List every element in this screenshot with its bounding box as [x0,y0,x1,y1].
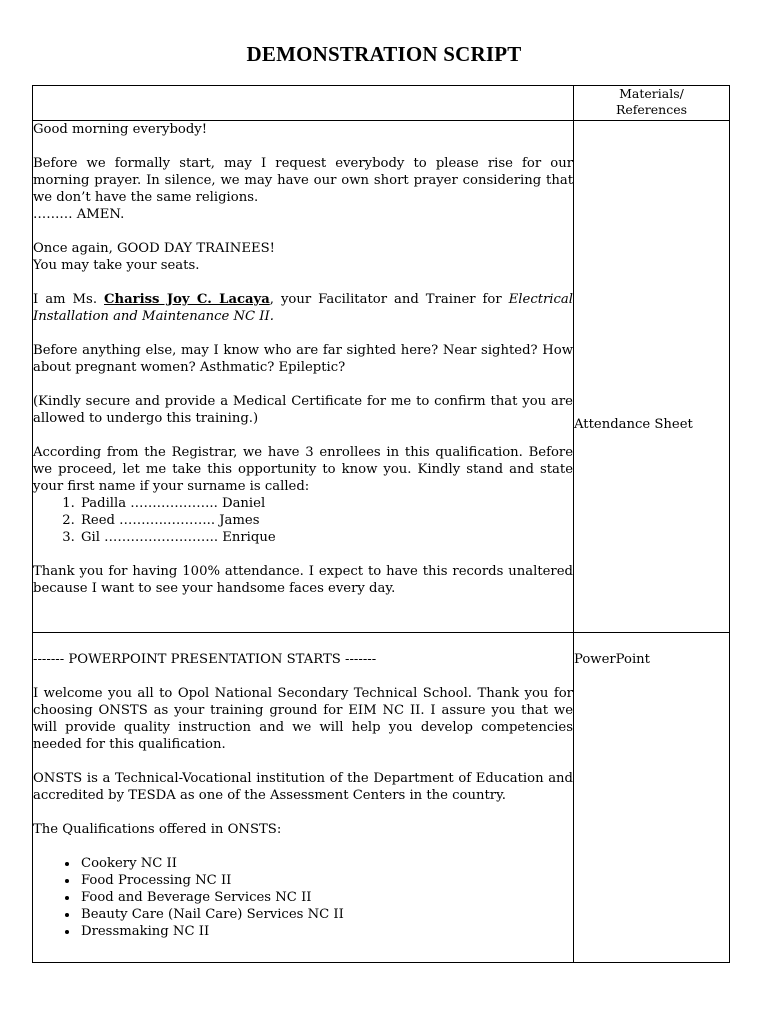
header-main-cell [33,86,574,121]
script-cell-presentation [33,633,574,963]
intro-end: . [269,309,274,324]
qualifications-list [33,855,573,940]
header-side-label: Materials/ References [615,86,688,117]
script-row-presentation [33,633,730,963]
document-title: DEMONSTRATION SCRIPT [246,42,522,66]
list-item: • Dressmaking NC II [79,923,573,940]
intro-suffix: , your Facilitator and Trainer for [269,292,509,307]
registrar-paragraph [33,444,573,495]
greeting-text: Good morning everybody! [33,122,208,137]
table-header-row [33,86,730,121]
script-cell-opening [33,121,574,633]
list-item: 3. Gil …………………….. Enrique [79,529,573,546]
qualification-name: Electrical Installation and Maintenance NC II [33,292,573,324]
closing-text: Thank you for having 100% attendance. I expect to have this records unaltered because I want to see your handsome faces every day. [33,564,573,596]
reference-cell-opening [574,121,730,633]
list-item: • Food Processing NC II [79,872,573,889]
prayer-text: Before we formally start, may I request everybody to please rise for our morning prayer. In silence, we may have our own short prayer considering that we don’t have the same religions. [33,156,573,205]
good-day-text: Once again, GOOD DAY TRAINEES! [33,241,275,256]
list-item: 2. Reed ………..……….. James [79,512,573,529]
powerpoint-reference: PowerPoint [574,652,650,667]
medical-note-text: (Kindly secure and provide a Medical Certificate for me to confirm that you are allowed to undergo this training.) [33,394,573,426]
list-item: • Food and Beverage Services NC II [79,889,573,906]
introduction-paragraph [33,291,573,325]
qualifications-intro-text: The Qualifications offered in ONSTS: [33,822,282,837]
good-day-paragraph [33,240,573,274]
facilitator-name: Chariss Joy C. Lacaya [104,292,270,307]
list-item: • Beauty Care (Nail Care) Services NC II [79,906,573,923]
reference-cell-presentation [574,633,730,963]
take-seats-text: You may take your seats. [33,258,200,273]
prayer-paragraph [33,155,573,223]
demonstration-script-table [32,85,730,963]
ppt-start-text: ------- POWERPOINT PRESENTATION STARTS ------- [33,652,377,667]
health-question-text: Before anything else, may I know who are far sighted here? Near sighted? How about pregnant women? Asthmatic? Epileptic? [33,343,573,375]
list-item: 1. Padilla ……………….. Daniel [79,495,573,512]
amen-text: ……… AMEN. [33,207,125,222]
header-materials-references [574,86,730,121]
attendance-sheet-reference: Attendance Sheet [574,417,693,432]
welcome-text: I welcome you all to Opol National Secondary Technical School. Thank you for choosing ONSTS as your training ground for EIM NC II. I assure you that we will provide quality instruction and we will help you develop competencies needed for this qualification. [33,686,573,752]
script-row-opening [33,121,730,633]
list-item: • Cookery NC II [79,855,573,872]
enrollee-list [33,495,573,546]
about-onsts-text: ONSTS is a Technical-Vocational institution of the Department of Education and accredited by TESDA as one of the Assessment Centers in the country. [33,771,573,803]
intro-prefix: I am Ms. [33,292,105,307]
registrar-text: According from the Registrar, we have 3 enrollees in this qualification. Before we proceed, let me take this opportunity to know you. Kindly stand and state your first name if your surname is called: [33,445,573,494]
